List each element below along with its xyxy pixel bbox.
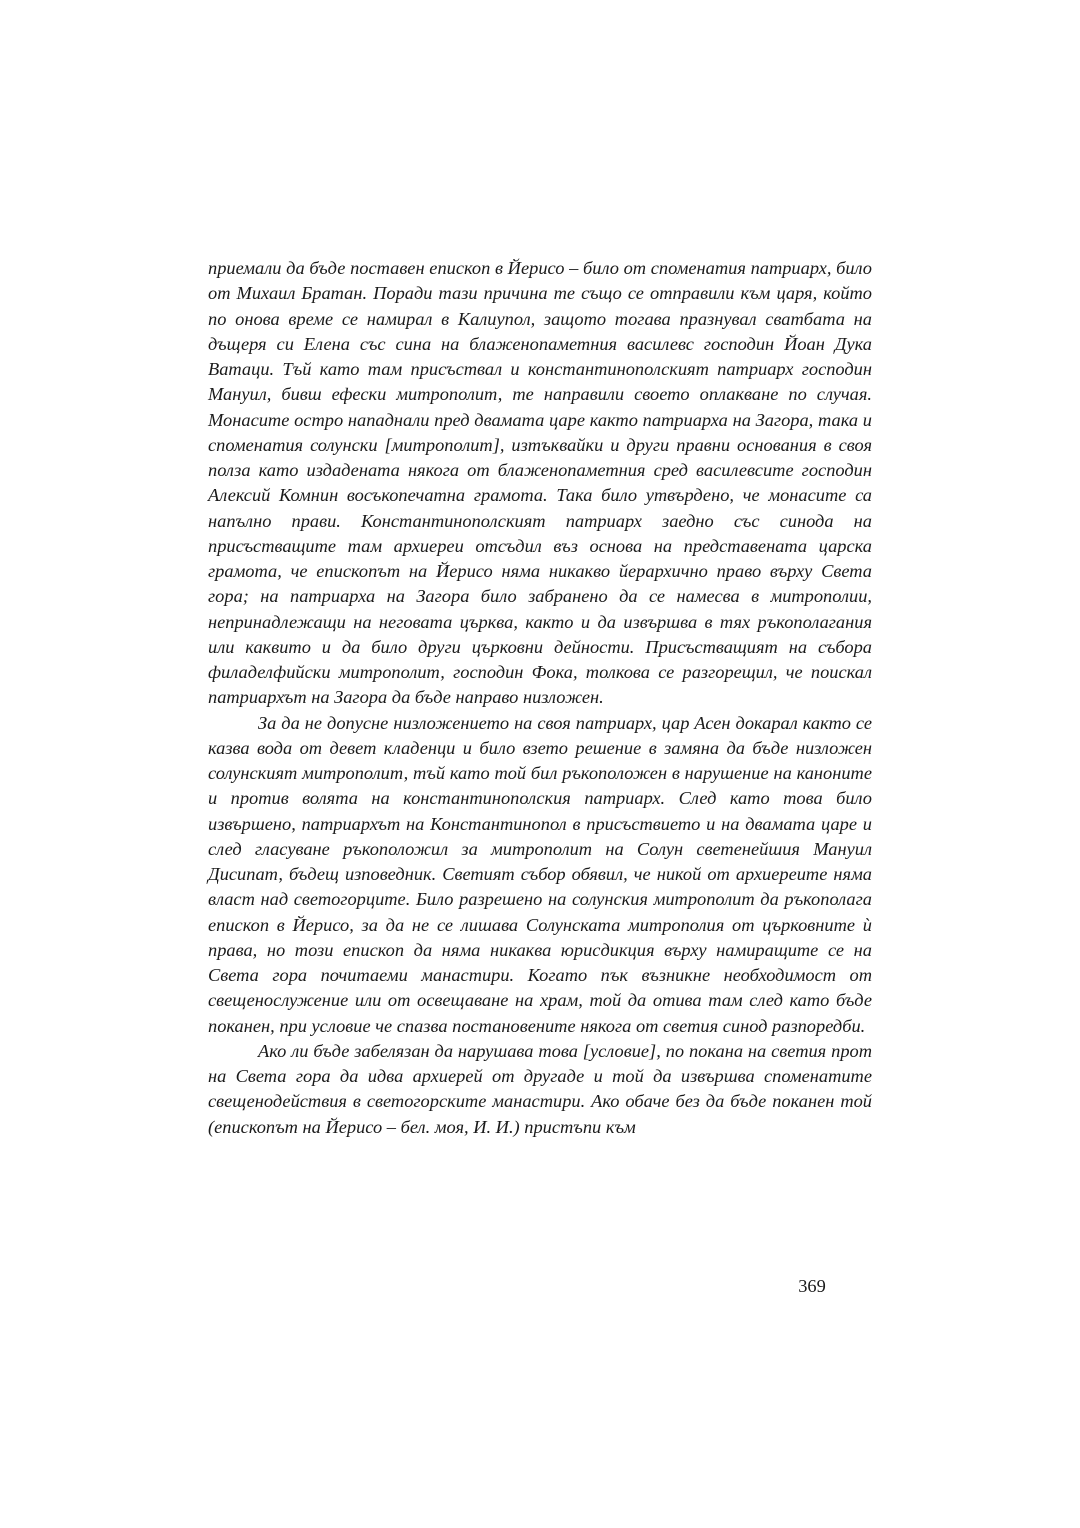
body-text (208, 256, 872, 1140)
paragraph-1: приемали да бъде поставен епископ в Йерисо – било от споменатия патриарх, било от Михаил Братан. Поради тази причина те също се отправили към царя, който по онова време се намирал в Калиупол, защото тогава празнувал сватбата на дъщеря си Елена със сина на блаженопаметния василевс господин Йоан Дука Ватаци. Тъй като там присъствал и константинополският патриарх господин Мануил, бивш ефески митрополит, те направили своето оплакване по случая. Монасите остро нападнали пред двамата царе както патриарха на Загора, така и споменатия солунски [митрополит], изтъквайки и други правни основания в своя полза като издадената някога от блаженопаметния сред василевсите господин Алексий Комнин восъкопечатна грамота. Така било утвърдено, че монасите са напълно прави. Константинополският патриарх заедно със синода на присъстващите там архиереи отсъдил въз основа на представената царска грамота, че епископът на Йерисо няма никакво йерархично право върху Света гора; на патриарха на Загора било забранено да се намесва в митрополии, непринадлежащи на неговата църква, както и да извършва в тях ръкополагания или каквито и да било други църковни дейности. Присъстващият на събора филаделфийски митрополит, господин Фока, толкова се разгорещил, че поискал патриархът на Загора да бъде направо низложен. (208, 258, 872, 708)
page-number: 369 (798, 1276, 826, 1296)
paragraph-2: За да не допусне низложението на своя патриарх, цар Асен докарал както се казва вода от девет кладенци и било взето решение в замяна да бъде низложен солунският митрополит, тъй като той бил ръкоположен в нарушение на каноните и против волята на константинополския патриарх. След като това било извършено, патриархът на Константинопол в присъствието и на двамата царе и след гласуване ръкоположил за митрополит на Солун светенейшия Мануил Дисипат, бъдещ изповедник. Светият събор обявил, че никой от архиереите няма власт над светогорците. Било разрешено на солунския митрополит да ръкополага епископ в Йерисо, за да не се лишава Солунската митрополия от църковните ѝ права, но този епископ да няма никаква юрисдикция върху намиращите се на Света гора почитаеми манастири. Когато пък възникне необходимост от свещенослужение или от освещаване на храм, той да отива там след като бъде поканен, при условие че спазва постановените някога от светия синод разпоредби. (208, 712, 872, 1036)
paragraph-3: Ако ли бъде забелязан да нарушава това [условие], по покана на светия прот на Света гора да идва архиерей от другаде и той да извършва споменатите свещенодействия в светогорските манастири. Ако обаче без да бъде поканен той (епископът на Йерисо – бел. моя, И. И.) пристъпи към (208, 1040, 872, 1137)
